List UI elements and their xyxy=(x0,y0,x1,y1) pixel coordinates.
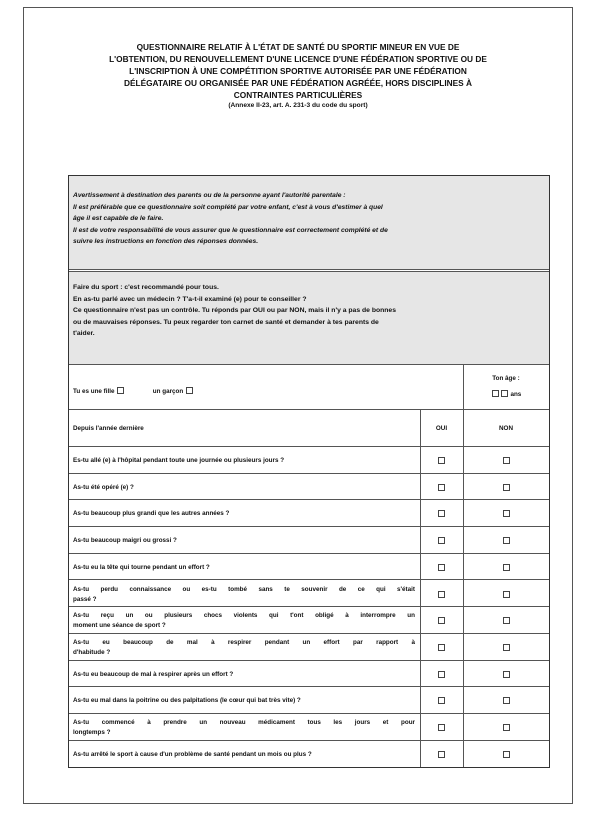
question-row xyxy=(69,554,549,581)
question-row xyxy=(69,687,549,714)
title-line: L'OBTENTION, DU RENOUVELLEMENT D'UNE LICENCE D'UNE FÉDÉRATION SPORTIVE OU DE xyxy=(109,54,487,64)
yes-checkbox[interactable] xyxy=(438,724,445,731)
yes-checkbox[interactable] xyxy=(438,457,445,464)
yes-checkbox[interactable] xyxy=(438,617,445,624)
question-text xyxy=(73,750,415,760)
age-unit: ans xyxy=(510,391,522,398)
no-checkbox[interactable] xyxy=(503,484,510,491)
age-field xyxy=(463,390,549,398)
question-line: As-tu eu beaucoup de mal à respirer pendant un effort par rapport à xyxy=(73,638,415,646)
question-text xyxy=(73,563,415,573)
question-row xyxy=(69,447,549,474)
question-line: As-tu arrêté le sport à cause d'un problème de santé pendant un mois ou plus ? xyxy=(73,750,312,758)
question-row xyxy=(69,714,549,741)
no-checkbox[interactable] xyxy=(503,510,510,517)
warning-line: Il est de votre responsabilité de vous assurer que le questionnaire est correctement complété et de xyxy=(73,226,388,234)
yes-checkbox[interactable] xyxy=(438,671,445,678)
intro-block xyxy=(69,271,549,365)
question-row xyxy=(69,474,549,501)
questionnaire-table xyxy=(68,175,550,768)
question-row xyxy=(69,581,549,608)
no-checkbox[interactable] xyxy=(503,724,510,731)
question-line: As-tu commencé à prendre un nouveau médicament tous les jours et pour xyxy=(73,719,415,726)
no-checkbox[interactable] xyxy=(503,617,510,624)
question-line: As-tu été opéré (e) ? xyxy=(73,483,134,491)
question-line: As-tu beaucoup maigri ou grossi ? xyxy=(73,537,177,545)
no-checkbox[interactable] xyxy=(503,564,510,571)
intro-line: Faire du sport : c'est recommandé pour tous. xyxy=(73,284,219,291)
question-line: As-tu eu beaucoup de mal à respirer après un effort ? xyxy=(73,670,234,678)
title-line: DÉLÉGATAIRE OU ORGANISÉE PAR UNE FÉDÉRATION AGRÉÉE, HORS DISCIPLINES À xyxy=(123,78,473,88)
yes-checkbox[interactable] xyxy=(438,644,445,651)
girl-checkbox[interactable] xyxy=(117,387,124,394)
question-row xyxy=(69,741,549,768)
yes-checkbox[interactable] xyxy=(438,510,445,517)
question-row xyxy=(69,527,549,554)
title-line: L'INSCRIPTION À UNE COMPÉTITION SPORTIVE AUTORISÉE PAR UNE FÉDÉRATION xyxy=(129,66,467,76)
question-line: longtemps ? xyxy=(73,729,111,736)
question-text xyxy=(73,456,415,466)
intro-line: En as-tu parlé avec un médecin ? T'a-t-il examiné (e) pour te conseiller ? xyxy=(73,295,307,303)
question-text xyxy=(73,670,415,680)
question-line: As-tu eu mal dans la poitrine ou des palpitations (le cœur qui bat très vite) ? xyxy=(73,697,301,705)
identity-row xyxy=(69,365,549,410)
warning-line: suivre les instructions en fonction des réponses données. xyxy=(73,238,259,245)
boy-label: un garçon xyxy=(152,388,184,395)
question-line: Es-tu allé (e) à l'hôpital pendant toute une journée ou plusieurs jours ? xyxy=(73,457,285,464)
title-line: CONTRAINTES PARTICULIÈRES xyxy=(233,90,363,100)
no-checkbox[interactable] xyxy=(503,751,510,758)
parent-warning xyxy=(69,176,549,270)
question-text xyxy=(73,638,415,658)
no-checkbox[interactable] xyxy=(503,697,510,704)
question-text xyxy=(73,696,415,706)
age-label: Ton âge : xyxy=(492,375,520,382)
yes-checkbox[interactable] xyxy=(438,537,445,544)
annex-reference: (Annexe II-23, art. A. 231-3 du code du sport) xyxy=(228,102,368,109)
question-line: As-tu beaucoup plus grandi que les autres années ? xyxy=(73,510,230,518)
question-row xyxy=(69,607,549,634)
no-checkbox[interactable] xyxy=(503,457,510,464)
question-text xyxy=(73,611,415,631)
boy-checkbox[interactable] xyxy=(186,387,193,394)
question-text xyxy=(73,483,415,493)
yes-checkbox[interactable] xyxy=(438,591,445,598)
question-line: d'habitude ? xyxy=(73,648,111,656)
yes-checkbox[interactable] xyxy=(438,751,445,758)
no-checkbox[interactable] xyxy=(503,537,510,544)
age-digit-box[interactable] xyxy=(492,390,499,397)
question-line: As-tu eu la tête qui tourne pendant un effort ? xyxy=(73,563,210,571)
question-row xyxy=(69,634,549,661)
question-text xyxy=(73,718,415,738)
title-line: QUESTIONNAIRE RELATIF À L'ÉTAT DE SANTÉ DU SPORTIF MINEUR EN VUE DE xyxy=(136,42,460,52)
question-line: As-tu reçu un ou plusieurs chocs violents qui t'ont obligé à interrompre un xyxy=(73,612,415,620)
no-checkbox[interactable] xyxy=(503,671,510,678)
yes-checkbox[interactable] xyxy=(438,697,445,704)
age-digit-box[interactable] xyxy=(501,390,508,397)
question-row xyxy=(69,500,549,527)
question-line: passé ? xyxy=(73,595,97,603)
girl-label: Tu es une fille xyxy=(73,388,115,395)
question-text xyxy=(73,509,415,519)
form-page xyxy=(23,7,573,804)
question-row xyxy=(69,661,549,688)
no-column-header: NON xyxy=(499,425,513,432)
intro-line: Ce questionnaire n'est pas un contrôle. Tu réponds par OUI ou par NON, mais il n'y a pas de bonnes xyxy=(73,307,396,314)
answer-header-row xyxy=(69,410,549,447)
warning-line: Avertissement à destination des parents ou de la personne ayant l'autorité parentale : xyxy=(73,192,346,199)
yes-column-header: OUI xyxy=(435,425,448,432)
no-checkbox[interactable] xyxy=(503,591,510,598)
question-line: As-tu perdu connaissance ou es-tu tombé sans te souvenir de ce qui s'était xyxy=(73,585,415,593)
intro-line: t'aider. xyxy=(73,330,95,337)
no-checkbox[interactable] xyxy=(503,644,510,651)
gender-selection xyxy=(73,387,194,397)
yes-checkbox[interactable] xyxy=(438,564,445,571)
question-text xyxy=(73,585,415,605)
question-text xyxy=(73,536,415,546)
warning-line: âge il est capable de le faire. xyxy=(73,215,164,222)
yes-checkbox[interactable] xyxy=(438,484,445,491)
question-line: moment une séance de sport ? xyxy=(73,622,166,630)
form-title xyxy=(24,41,572,111)
intro-line: ou de mauvaises réponses. Tu peux regarder ton carnet de santé et demander à tes parents de xyxy=(73,318,379,326)
since-last-year-label: Depuis l'année dernière xyxy=(73,425,144,432)
warning-line: Il est préférable que ce questionnaire soit complété par votre enfant, c'est à vous d'estimer à quel xyxy=(73,203,383,211)
